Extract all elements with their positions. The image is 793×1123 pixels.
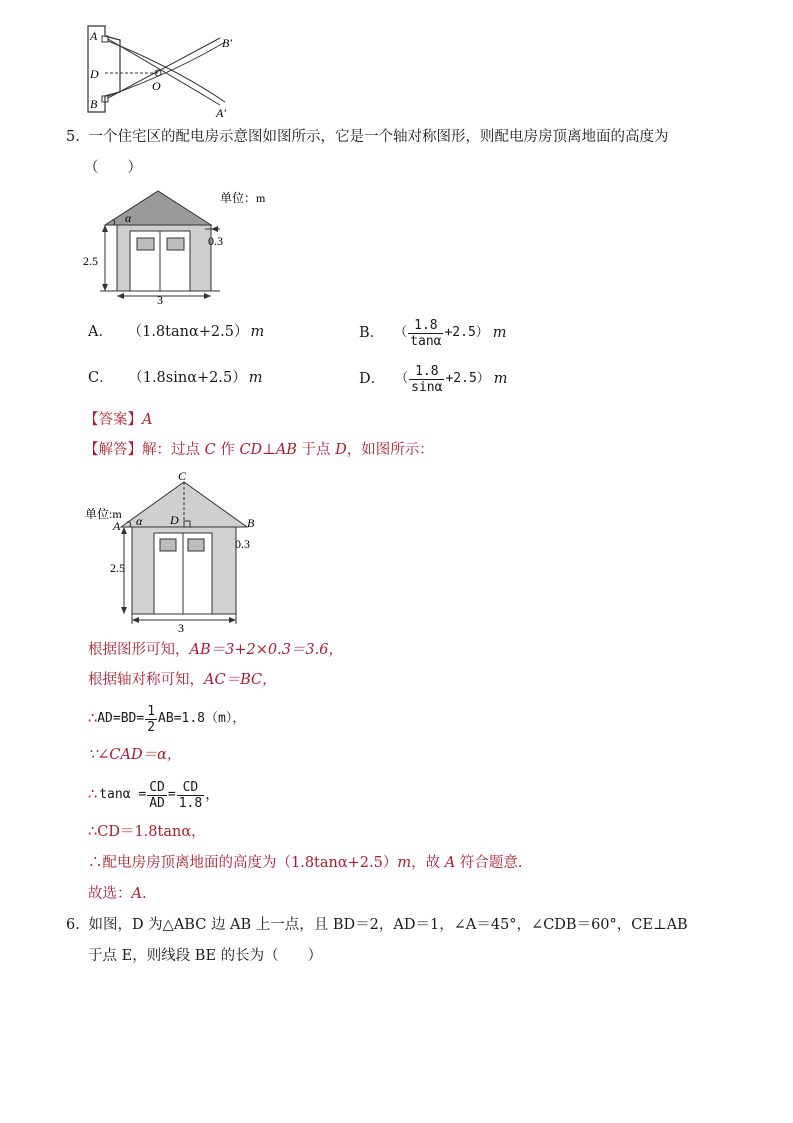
option-b-label: B．: [359, 325, 385, 341]
solution-step-2: [88, 670, 277, 690]
option-a-label: A．: [88, 324, 113, 340]
label-A-prime: A′: [216, 106, 226, 120]
q5-blank: （ ）: [84, 160, 142, 176]
step-5-fraction-1: [147, 780, 167, 811]
solution-intro-text-b: 作: [215, 442, 240, 458]
step-2-math: AC＝BC，: [204, 672, 277, 688]
step-8-option: A: [131, 886, 142, 902]
step-1-math: AB＝3+2×0.3＝3.6，: [189, 642, 343, 658]
step-3-therefore: ∴: [88, 711, 98, 727]
step-3-math-a: AD=BD=: [97, 711, 145, 726]
q5-option-d[interactable]: [359, 362, 508, 396]
option-b-fraction: [408, 318, 443, 349]
step-2-text: 根据轴对称可知，: [88, 672, 204, 688]
solution-intro-text-d: ，如图所示：: [346, 442, 434, 458]
option-c-label: C．: [88, 370, 114, 386]
label-B: B: [90, 97, 98, 111]
solution-intro-text-a: 解：过点: [142, 442, 205, 458]
house2-overhang: 0.3: [235, 537, 250, 551]
solution-step-1: [88, 640, 343, 660]
house2-height: 2.5: [110, 561, 125, 575]
option-d-numerator: 1.8: [409, 364, 444, 380]
step-5-therefore: ∴: [88, 787, 98, 803]
option-b-denominator: tanα: [410, 333, 442, 349]
solution-step-7: [88, 853, 522, 873]
q6-stem-line-2: 于点 E，则线段 BE 的长为（ ）: [88, 948, 323, 964]
step-7-unit: m: [397, 855, 412, 871]
house-figure-1: [80, 185, 280, 305]
label-B-prime: B′: [222, 36, 232, 50]
option-d-unit: m: [493, 371, 508, 387]
step-5-math-a: tanα =: [99, 787, 147, 802]
option-d-fraction: [409, 364, 444, 395]
option-c-text: （1.8sinα+2.5）: [128, 370, 247, 386]
house2-alpha: α: [136, 514, 143, 528]
solution-intro-point-d: D: [335, 442, 347, 458]
solution-step-8: [88, 884, 147, 904]
step-5-denominator-1: AD: [149, 795, 165, 811]
solution-intro-cd: CD: [239, 442, 263, 458]
q5-stem-text: 一个住宅区的配电房示意图如图所示，它是一个轴对称图形，则配电房房顶离地面的高度为: [88, 129, 669, 145]
step-5-equals: =: [167, 787, 176, 802]
house1-alpha: α: [125, 211, 132, 225]
step-5-numerator-1: CD: [149, 779, 165, 795]
reflection-figure: [80, 20, 260, 120]
q6-stem-line-1: [66, 915, 688, 935]
house1-unit: 单位：m: [220, 191, 266, 205]
solution-step-6: ∴CD＝1.8tanα，: [88, 824, 206, 840]
option-d-open: （: [395, 371, 409, 386]
q5-option-a[interactable]: [88, 322, 264, 342]
step-5-numerator-2: CD: [177, 780, 204, 796]
answer-value: A: [142, 412, 153, 428]
label-O: O: [152, 79, 161, 93]
solution-intro-perp: ⊥: [262, 442, 276, 458]
option-b-rest: +2.5）: [444, 325, 489, 340]
house2-label-b: B: [247, 516, 255, 530]
solution-intro-ab: AB: [275, 442, 297, 458]
option-a-unit: m: [250, 324, 265, 340]
label-D: D: [90, 67, 99, 81]
step-5-denominator-2: 1.8: [178, 795, 203, 811]
solution-step-4: ∵∠CAD＝α，: [88, 747, 182, 763]
q6-line-1: 如图，D 为△ABC 边 AB 上一点，且 BD＝2，AD＝1，∠A＝45°，∠CDB＝60°，CE⊥AB: [88, 917, 688, 933]
label-A: A: [90, 29, 98, 43]
step-8-period: .: [141, 886, 147, 902]
option-b-numerator: 1.8: [408, 318, 443, 334]
house1-height: 2.5: [83, 254, 98, 268]
step-7-text-c: 符合题意.: [455, 855, 523, 871]
q5-number: 5.: [66, 129, 80, 145]
step-7-text-b: ，故: [411, 855, 445, 871]
q5-stem: [66, 127, 668, 147]
step-7-option: A: [444, 855, 456, 871]
option-a-text: （1.8tanα+2.5）: [127, 324, 249, 340]
q6-number: 6.: [66, 917, 80, 933]
solution-tag: 【解答】: [84, 442, 142, 458]
house2-width: 3: [178, 621, 184, 633]
step-8-text-a: 故选：: [88, 886, 132, 902]
answer-tag: 【答案】: [84, 412, 142, 428]
option-d-denominator: sinα: [411, 379, 443, 395]
step-5-fraction-2: [177, 780, 204, 811]
option-c-unit: m: [248, 370, 263, 386]
step-1-text: 根据图形可知，: [88, 642, 190, 658]
option-b-unit: m: [492, 325, 507, 341]
solution-intro-point-c: C: [204, 442, 216, 458]
step-3-fraction: [145, 704, 157, 735]
house1-width: 3: [157, 293, 163, 305]
house-figure-2: [80, 468, 280, 633]
house1-overhang: 0.3: [208, 234, 223, 248]
solution-intro-text-c: 于点: [296, 442, 336, 458]
house2-label-c: C: [178, 469, 187, 483]
q5-option-b[interactable]: [359, 316, 507, 350]
option-b-open: （: [394, 325, 408, 340]
step-3-math-b: AB=1.8（m），: [158, 711, 246, 726]
option-d-label: D．: [359, 371, 386, 387]
step-5-end: ，: [205, 787, 220, 803]
step-3-numerator: 1: [147, 703, 156, 719]
house2-label-a: A: [113, 519, 121, 533]
solution-step-3: [88, 702, 245, 736]
solution-step-5: [88, 778, 220, 812]
q5-solution-intro: [84, 440, 434, 460]
step-3-denominator: 2: [147, 719, 156, 735]
house2-label-d: D: [170, 513, 179, 527]
q5-answer: [84, 410, 152, 430]
option-d-rest: +2.5）: [445, 371, 490, 386]
q5-option-c[interactable]: [88, 368, 262, 388]
house2-unit: 单位:m: [85, 507, 122, 521]
step-7-text-a: ∴配电房房顶离地面的高度为（1.8tanα+2.5）: [88, 855, 398, 871]
